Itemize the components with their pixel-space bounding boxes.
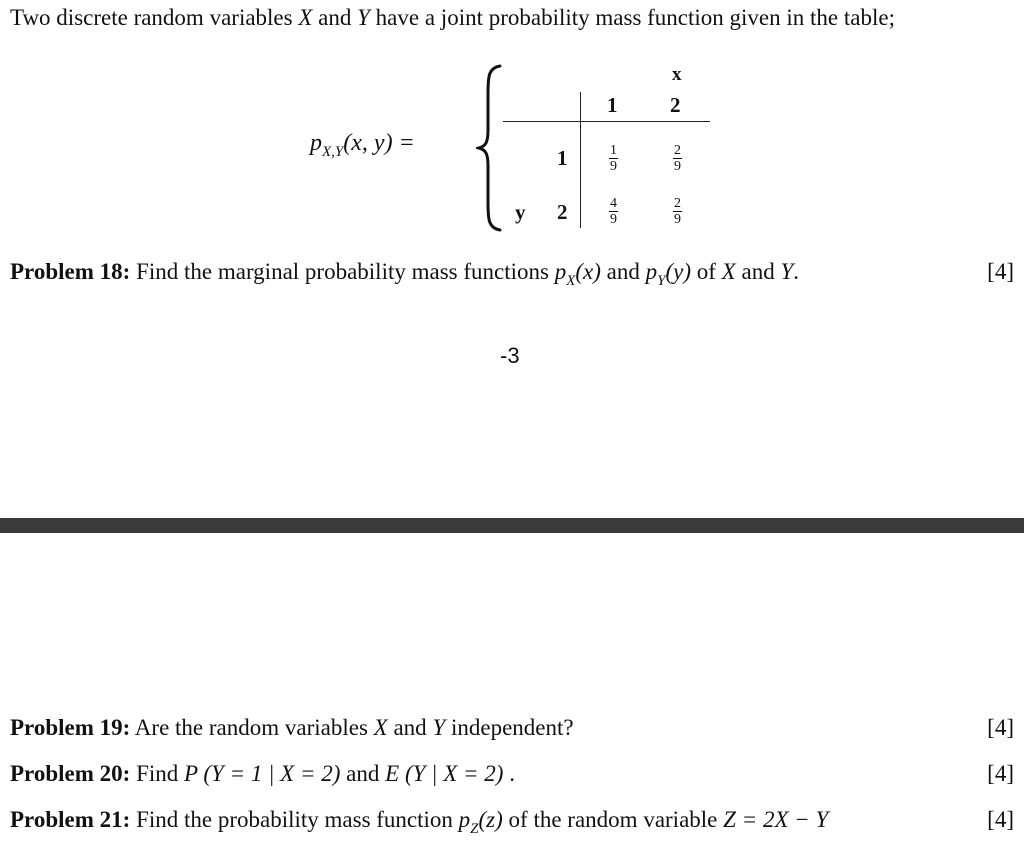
- table-cell-2-2: 2 9: [674, 196, 681, 227]
- page-divider: [0, 518, 1024, 533]
- problem-18-marks: [4]: [987, 259, 1014, 284]
- intro-var-x: X: [298, 5, 313, 30]
- table-row-value-1: 1: [557, 146, 568, 170]
- table-header-rule: [503, 121, 710, 122]
- table-cell-2-1: 4 9: [610, 196, 617, 227]
- problem-21: Problem 21: Find the probability mass function $p_Z(z)$ of the random variable Z = 2X − Y [4]: [10, 807, 1014, 837]
- intro-var-y: Y: [357, 5, 370, 30]
- joint-pmf-formula: [310, 130, 415, 160]
- table-col-value-1: 1: [607, 93, 618, 117]
- intro-paragraph: [10, 2, 1014, 33]
- table-row-variable: y: [515, 200, 526, 224]
- problem-20-marks: [4]: [987, 761, 1014, 786]
- table-col-variable: x: [672, 64, 682, 85]
- intro-text-1: Two discrete random variables: [10, 5, 299, 30]
- formula-subscript: X,Y: [322, 144, 344, 160]
- table-cell-1-2: 2 9: [674, 143, 681, 174]
- problem-20-label: Problem 20:: [10, 761, 131, 786]
- problem-18-label: Problem 18:: [10, 259, 131, 284]
- problem-21-marks: [4]: [987, 807, 1014, 832]
- problem-21-label: Problem 21:: [10, 807, 131, 832]
- intro-text-2: have a joint probability mass function given in the table;: [369, 5, 895, 30]
- problem-19-label: Problem 19:: [10, 715, 131, 740]
- table-cell-1-1: 1 9: [610, 143, 617, 174]
- intro-and: and: [312, 5, 358, 30]
- score-note: -3: [500, 343, 520, 368]
- left-brace-icon: [476, 64, 506, 232]
- formula-args: (x, y) =: [343, 130, 415, 156]
- problem-20: Problem 20: Find P (Y = 1 | X = 2) and E (Y | X = 2) . [4]: [10, 759, 1014, 789]
- problem-19: Problem 19: Are the random variables X and Y independent? [4]: [10, 713, 1014, 743]
- table-row-value-2: 2: [557, 200, 568, 224]
- formula-p: p: [310, 130, 322, 156]
- table-col-value-2: 2: [670, 93, 681, 117]
- table-vertical-rule: [580, 92, 581, 228]
- problem-18: Problem 18: Find the marginal probability mass functions $p_X(x)$ and $p_Y(y)$ of X and Y. [4]: [10, 259, 1014, 289]
- problem-19-marks: [4]: [987, 715, 1014, 740]
